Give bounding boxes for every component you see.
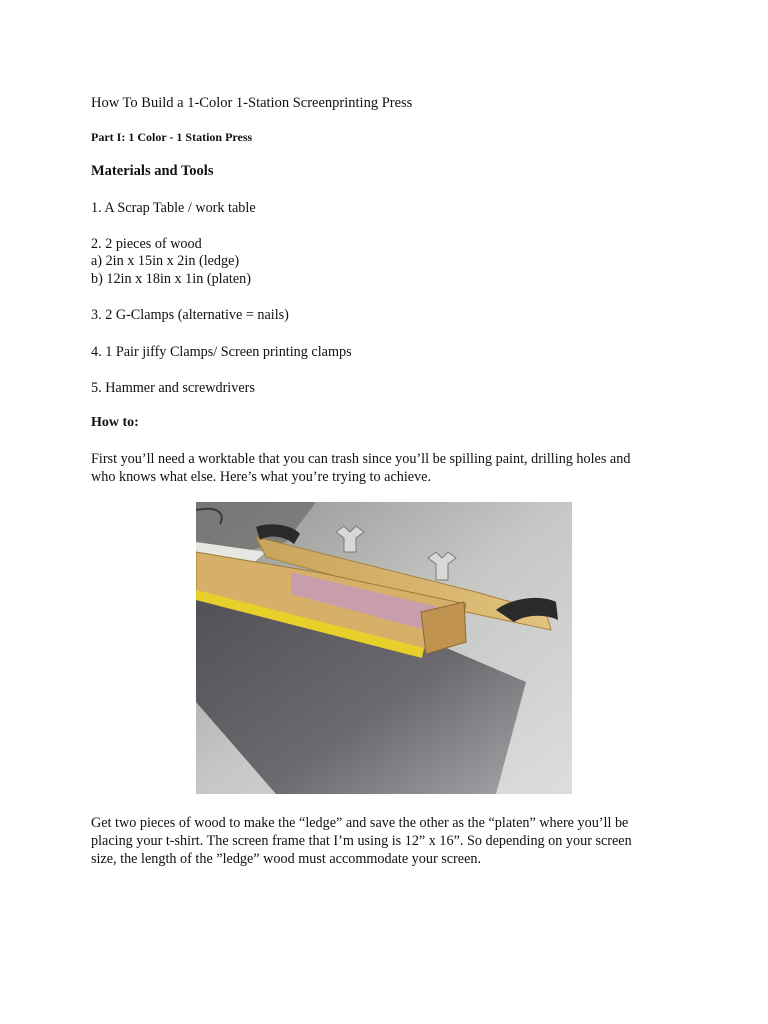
press-photo bbox=[196, 502, 572, 794]
paragraph-line: placing your t-shirt. The screen frame that I’m using is 12” x 16”. So depending on your screen bbox=[91, 833, 632, 849]
list-item: b) 12in x 18in x 1in (platen) bbox=[91, 271, 251, 287]
paragraph-line: who knows what else. Here’s what you’re trying to achieve. bbox=[91, 469, 432, 485]
list-item: a) 2in x 15in x 2in (ledge) bbox=[91, 253, 240, 269]
list-item: 3. 2 G-Clamps (alternative = nails) bbox=[91, 307, 289, 323]
list-item: 1. A Scrap Table / work table bbox=[91, 200, 256, 216]
list-item: 5. Hammer and screwdrivers bbox=[91, 380, 255, 396]
paragraph-line: size, the length of the ”ledge” wood must accommodate your screen. bbox=[91, 851, 482, 867]
paragraph-line: Get two pieces of wood to make the “ledge” and save the other as the “platen” where you’ll be bbox=[91, 815, 629, 831]
howto-heading: How to: bbox=[91, 415, 139, 430]
document-title: How To Build a 1-Color 1-Station Screenprinting Press bbox=[91, 95, 413, 111]
list-item: 4. 1 Pair jiffy Clamps/ Screen printing clamps bbox=[91, 344, 352, 360]
list-item: 2. 2 pieces of wood bbox=[91, 236, 202, 252]
materials-heading: Materials and Tools bbox=[91, 163, 214, 179]
part-heading: Part I: 1 Color - 1 Station Press bbox=[91, 130, 253, 144]
paragraph-line: First you’ll need a worktable that you can trash since you’ll be spilling paint, drilling holes and bbox=[91, 451, 631, 467]
